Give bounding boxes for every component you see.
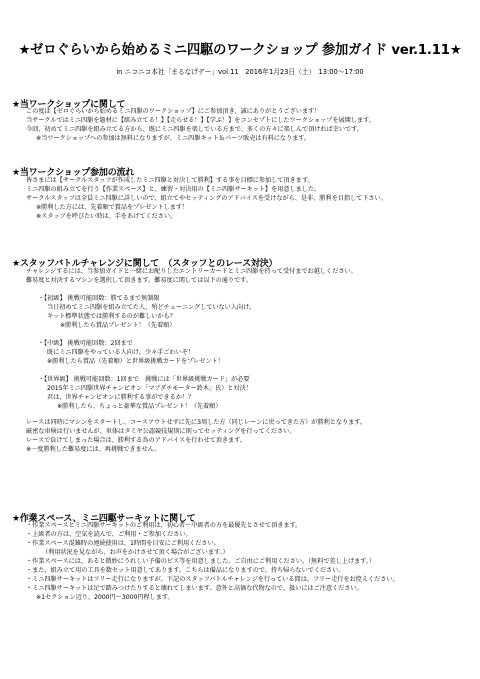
list-item-note: ※1セクション辺り、2000円～3000円程します。 — [36, 594, 174, 601]
list-item: ・ミニ四駆サーキットはフリー走行になりますが、下記のスタッフバトルチャレンジを行っている間は、フリー走行をお控えください。 — [26, 576, 399, 583]
level-world-desc: 君は、世界チャンピオンに勝利する事ができるか！？ — [47, 394, 195, 401]
level-beginner-desc: 当日初めてミニ四駆を組み立てた人、殆どチューニングしていない人向け。 — [47, 304, 256, 311]
level-beginner-desc: キット標準状態では勝利するのが難しいかも？ — [47, 313, 176, 320]
body-line: レースは同時にマシンをスタートし、コースアウトせずに先に3周した方（同じレーンに戻ってきた方）が勝利となります。 — [26, 419, 367, 426]
body-line: この度は【ゼロぐらいから始めるミニ四駆のワークショップ】にご参加頂き、誠にありがとうございます！ — [26, 108, 321, 115]
section-heading-staff-battle: ★スタッフバトルチャレンジに関して （スタッフとのレース対決） — [12, 259, 278, 269]
body-line: 今回、初めてミニ四駆を組み立てる方から、既にミニ四駆を楽しでいる方まで、多くの方々に楽しんで頂ければ幸いです。 — [26, 126, 363, 133]
body-line: レースで負けてしまった場合は、勝利する為のアドバイスを行わせて頂きます。 — [26, 437, 246, 444]
section-heading-workspace: ★作業スペース、ミニ四駆サーキットに関して — [12, 514, 196, 524]
list-item-note: （利用状況を見ながら、お声をかけさせて頂く場合がございます。） — [42, 549, 229, 556]
body-note: ※勝利した方には、先着順で賞品をプレゼントします！ — [36, 204, 189, 211]
level-beginner-title: ・【初級】 挑戦可能回数：勝てるまで無制限 — [38, 295, 160, 302]
list-item: ・作業スペースとミニ四駆サーキットのご利用は、初心者～中級者の方を最優先とさせて頂きます。 — [26, 522, 302, 529]
body-note: ※一度勝利した難易度には、再挑戦できません。 — [26, 446, 161, 453]
list-item: ・作業スペース混雑時の連続使用は、1時間を目安にご利用ください。 — [26, 540, 220, 547]
section-heading-flow: ★当ワークショップ参加の流れ — [12, 168, 135, 178]
page-subtitle: in ニコニコ本社「まるなげデー」vol.11 2016年1月23日（土） 13:00～17:00 — [116, 68, 364, 76]
body-line: 難易度と対決するマシンを選択して頂きます。難易度に関しては以下の通りです。 — [26, 277, 252, 284]
list-item: ・また、組み立て用の工具を数セット用意してあります。こちらは備品になりますので、持ち帰らないでください。 — [26, 567, 345, 574]
level-world-desc: 2015年ミニ四駆世界チャンピオン「マブダチモーター鈴木」氏）と対決！ — [47, 385, 252, 392]
list-item: ・作業スペースには、あると微妙にうれしい予備のビス等を用意しました。ご自由にご利用ください。（無料で差し上げます。） — [26, 558, 375, 565]
level-beginner-prize: ※勝利したら賞品プレゼント！（先着順） — [60, 322, 176, 329]
body-line: 当サークルではミニ四駆を題材に【組み立てる！】【走らせる！】【学ぶ！】をコンセプトにしたワークショップを展開します。 — [26, 117, 375, 124]
level-world-prize: ※勝利したら、ちょっと豪華な賞品プレゼント！（先着順） — [57, 403, 222, 410]
body-line: チャレンジするには、当参加ガイドと一緒にお配りしたエントリーカードとミニ四駆を持って受付までお越しください。 — [26, 268, 357, 275]
body-note: ※当ワークショップへの参加は無料になりますが、ミニ四駆キット＆パーツ販売は有料になります。 — [36, 135, 311, 142]
section-heading-workshop: ★当ワークショップに関して — [12, 100, 126, 110]
body-line: サークルスタッフは全員ミニ四駆に詳しいので、組立てやセッティングのアドバイスを受けながら、是非、勝利を目指して下さい。 — [26, 195, 387, 202]
body-note: ※スタッフを呼びたい時は、手をあげてください。 — [36, 213, 177, 220]
body-line: ミニ四駆の組み立てを行う【作業スペース】と、練習・対決用の【ミニ四駆サーキット】を用意しました。 — [26, 186, 321, 193]
list-item: ・上級者の方は、空気を読んで、ご利用・ご参加ください。 — [26, 531, 192, 538]
level-world-title: ・【世界級】 挑戦可能回数：1回まで 挑戦には「世界級挑戦カード」が必要 — [38, 376, 250, 383]
body-line: 厳密な車検は行いませんが、車体はタミヤ公認競技規則に則ってセッティングを行ってください。 — [26, 428, 296, 435]
list-item: ・ミニ四駆サーキットは足で踏みつけたりすると壊れてしまいます。意外と高価な代物なので、扱いにはご注意ください。 — [26, 585, 363, 592]
level-intermediate-desc: 既にミニ四駆をやっている人向け。少々手ごわいぞ！ — [47, 349, 195, 356]
page-title: ★ゼロぐらいから始めるミニ四駆のワークショップ 参加ガイド ver.1.11★ — [18, 42, 462, 58]
body-line: 皆さまには【サークルスタッフが作成したミニ四駆と対決して勝利】する事を目標に参加して頂きます。 — [26, 177, 314, 184]
level-intermediate-title: ・【中級】 挑戦可能回数：2回まで — [38, 340, 133, 347]
level-intermediate-prize: ※勝利したら賞品（先着順）と世界級挑戦カードをプレゼント！ — [47, 358, 224, 365]
